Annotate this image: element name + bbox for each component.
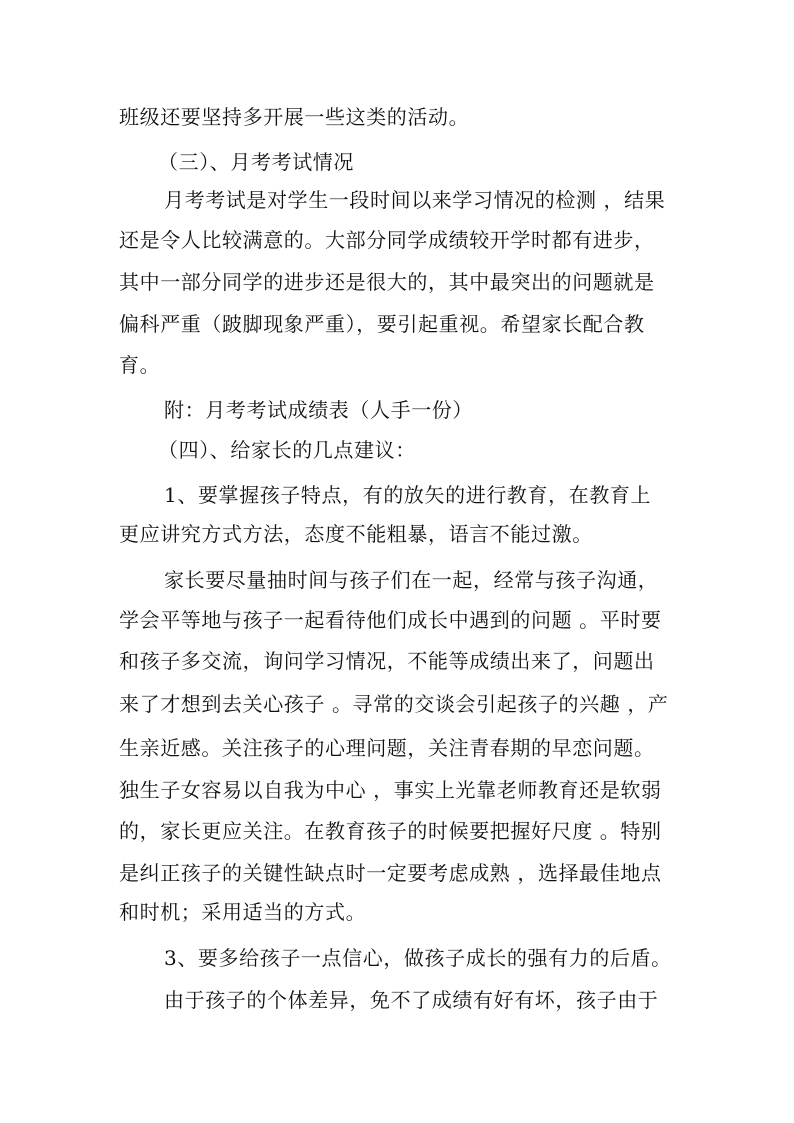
text-line: 更应讲究方式方法，态度不能粗暴，语言不能过激。	[119, 522, 593, 546]
text-line: 3、要多给孩子一点信心，做孩子成长的强有力的后盾。	[164, 946, 672, 970]
text-line: 家长要尽量抽时间与孩子们在一起，经常与孩子沟通，	[164, 568, 659, 592]
text-line: 来了才想到去关心孩子 。寻常的交谈会引起孩子的兴趣 ，产	[119, 692, 669, 716]
text-line: 由于孩子的个体差异，免不了成绩有好有坏，孩子由于	[164, 988, 659, 1012]
text-line: 育。	[119, 353, 161, 377]
text-line: 月考考试是对学生一段时间以来学习情况的检测 ，结果	[164, 188, 666, 212]
section-heading: （四）、给家长的几点建议：	[158, 438, 416, 462]
text-line: 1、要掌握孩子特点，有的放矢的进行教育，在教育上	[164, 483, 652, 507]
text-line: 独生子女容易以自我为中心 ，事实上光靠老师教育还是软弱	[119, 778, 662, 802]
text-line: 和时机；采用适当的方式。	[119, 900, 367, 924]
text-line: 班级还要坚持多开展一些这类的活动。	[119, 105, 470, 129]
text-line: 生亲近感。关注孩子的心理问题，关注青春期的早恋问题。	[119, 736, 655, 760]
text-line: 其中一部分同学的进步还是很大的，其中最突出的问题就是	[119, 270, 655, 294]
text-line: 是纠正孩子的关键性缺点时一定要考虑成熟 ，选择最佳地点	[119, 861, 662, 885]
text-line: 偏科严重（跛脚现象严重），要引起重视。希望家长配合教	[119, 312, 645, 336]
text-line: 的，家长更应关注。在教育孩子的时候要把握好尺度 。特别	[119, 819, 662, 843]
text-line: 学会平等地与孩子一起看待他们成长中遇到的问题 。平时要	[119, 608, 662, 632]
text-line: 和孩子多交流，询问学习情况，不能等成绩出来了，问题出	[119, 649, 655, 673]
section-heading: （三）、月考考试情况	[158, 150, 354, 174]
text-line: 还是令人比较满意的。大部分同学成绩较开学时都有进步，	[119, 228, 655, 252]
attachment-note: 附：月考考试成绩表（人手一份）	[164, 398, 473, 422]
